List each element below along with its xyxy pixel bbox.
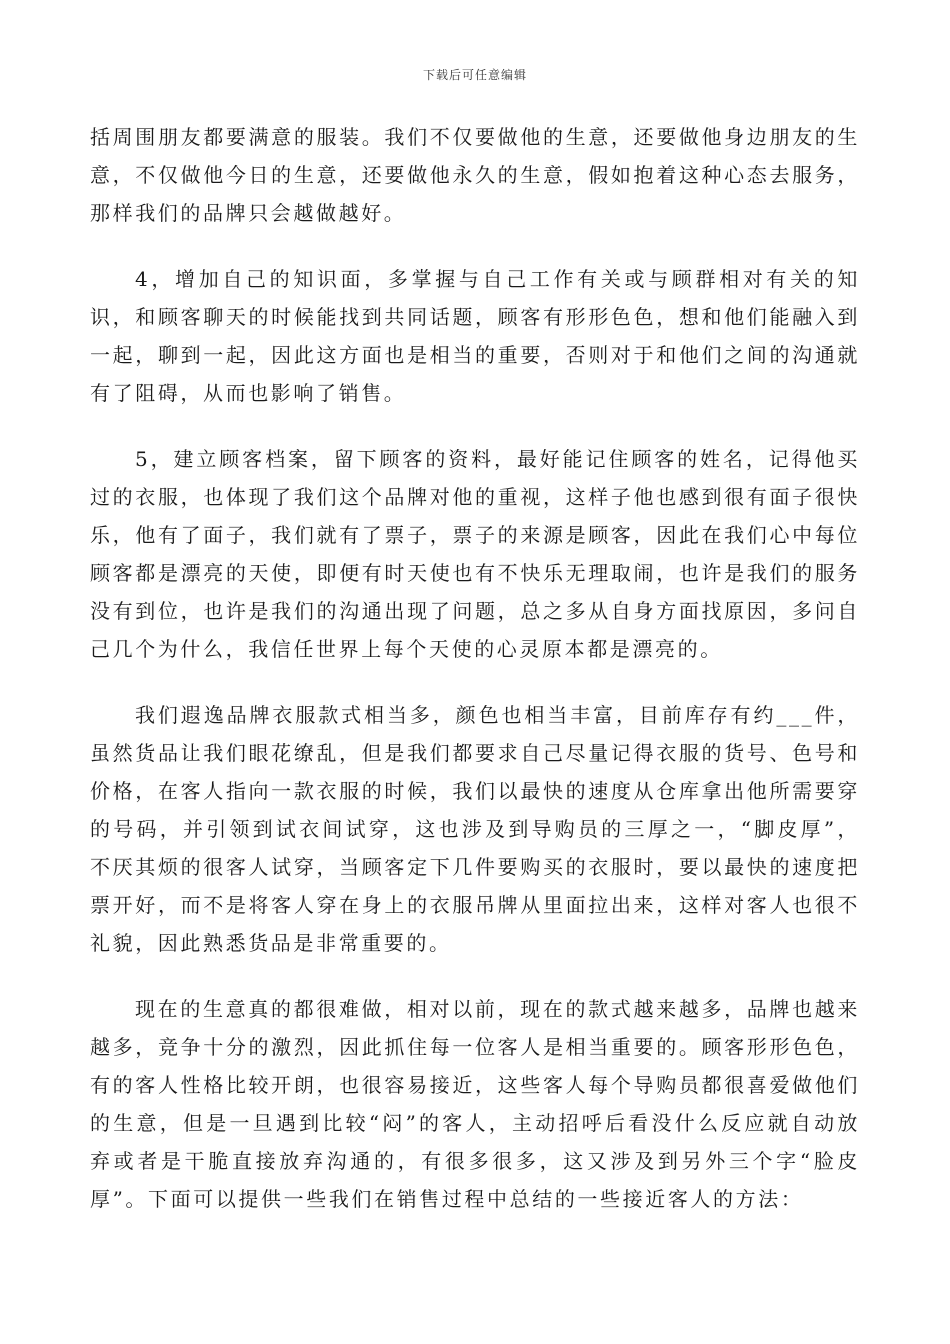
header-note: 下载后可任意编辑 [422, 68, 527, 82]
paragraph-continuation: 括周围朋友都要满意的服装。我们不仅要做他的生意，还要做他身边朋友的生意，不仅做他今日的生意，还要做他永久的生意，假如抱着这种心态去服务，那样我们的品牌只会越做越好。 [90, 125, 860, 225]
paragraph-gap [90, 668, 860, 696]
paragraph-item-5: 5，建立顾客档案，留下顾客的资料，最好能记住顾客的姓名，记得他买过的衣服，也体现了我们这个品牌对他的重视，这样子他也感到很有面子很快乐，他有了面子，我们就有了票子，票子的来源是顾客，因此在我们心中每位顾客都是漂亮的天使，即便有时天使也有不快乐无理取闹，也许是我们的服务没有到位，也许是我们的沟通出现了问题，总之多从自身方面找原因，多问自己几个为什么，我信任世界上每个天使的心灵原本都是漂亮的。 [90, 447, 860, 661]
paragraph-gap [90, 232, 860, 260]
document-body [90, 118, 860, 1218]
paragraph-inventory: 我们遐逸品牌衣服款式相当多，颜色也相当丰富，目前库存有约___件，虽然货品让我们眼花缭乱，但是我们都要求自己尽量记得衣服的货号、色号和价格，在客人指向一款衣服的时候，我们以最快的速度从仓库拿出他所需要穿的号码，并引领到试衣间试穿，这也涉及到导购员的三厚之一，“脚皮厚”，不厌其烦的很客人试穿，当顾客定下几件要购买的衣服时，要以最快的速度把票开好，而不是将客人穿在身上的衣服吊牌从里面拉出来，这样对客人也很不礼貌，因此熟悉货品是非常重要的。 [90, 703, 860, 955]
paragraph-item-4: 4，增加自己的知识面，多掌握与自己工作有关或与顾群相对有关的知识，和顾客聊天的时候能找到共同话题，顾客有形形色色，想和他们能融入到一起，聊到一起，因此这方面也是相当的重要，否则对于和他们之间的沟通就有了阻碍，从而也影响了销售。 [90, 267, 860, 405]
paragraph-gap [90, 962, 860, 990]
paragraph-gap [90, 412, 860, 440]
paragraph-business: 现在的生意真的都很难做，相对以前，现在的款式越来越多，品牌也越来越多，竞争十分的激烈，因此抓住每一位客人是相当重要的。顾客形形色色，有的客人性格比较开朗，也很容易接近，这些客人每个导购员都很喜爱做他们的生意，但是一旦遇到比较“闷”的客人，主动招呼后看没什么反应就自动放弃或者是干脆直接放弃沟通的，有很多很多，这又涉及到另外三个字“脸皮厚”。下面可以提供一些我们在销售过程中总结的一些接近客人的方法： [90, 997, 860, 1211]
